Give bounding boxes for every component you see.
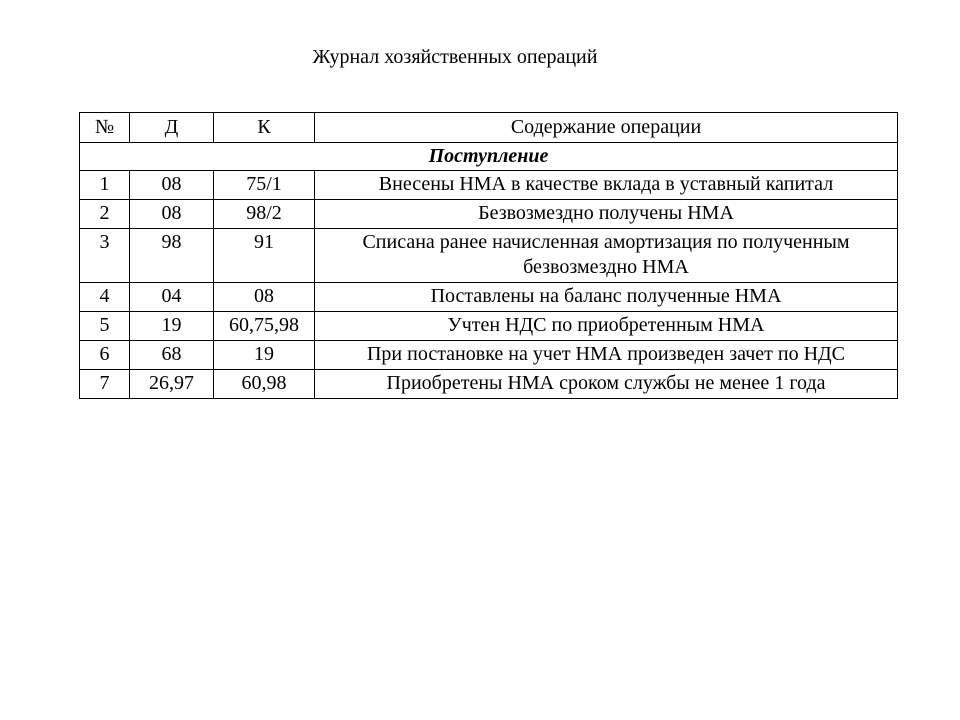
header-content: Содержание операции — [315, 113, 898, 143]
row-debit: 19 — [130, 312, 214, 341]
row-num: 7 — [80, 370, 130, 399]
row-debit: 68 — [130, 341, 214, 370]
row-content: При постановке на учет НМА произведен зачет по НДС — [315, 341, 898, 370]
header-row — [80, 113, 898, 143]
row-content: Приобретены НМА сроком службы не менее 1 года — [315, 370, 898, 399]
row-num: 6 — [80, 341, 130, 370]
row-debit: 08 — [130, 200, 214, 229]
operations-journal-table — [79, 112, 898, 399]
row-num: 1 — [80, 171, 130, 200]
table-row — [80, 229, 898, 283]
header-num: № — [80, 113, 130, 143]
row-debit: 08 — [130, 171, 214, 200]
row-credit: 98/2 — [214, 200, 315, 229]
row-num: 2 — [80, 200, 130, 229]
row-debit: 26,97 — [130, 370, 214, 399]
table-row — [80, 171, 898, 200]
row-num: 3 — [80, 229, 130, 283]
row-num: 5 — [80, 312, 130, 341]
table-row — [80, 370, 898, 399]
section-label: Поступление — [80, 143, 898, 171]
row-content: Внесены НМА в качестве вклада в уставный капитал — [315, 171, 898, 200]
row-content: Учтен НДС по приобретенным НМА — [315, 312, 898, 341]
row-credit: 60,75,98 — [214, 312, 315, 341]
table-row — [80, 341, 898, 370]
section-row — [80, 143, 898, 171]
table-row — [80, 283, 898, 312]
table-row — [80, 312, 898, 341]
row-credit: 60,98 — [214, 370, 315, 399]
row-credit: 08 — [214, 283, 315, 312]
table-row — [80, 200, 898, 229]
row-debit: 98 — [130, 229, 214, 283]
row-debit: 04 — [130, 283, 214, 312]
row-credit: 75/1 — [214, 171, 315, 200]
row-credit: 91 — [214, 229, 315, 283]
row-content: Поставлены на баланс полученные НМА — [315, 283, 898, 312]
row-credit: 19 — [214, 341, 315, 370]
row-content: Безвозмездно получены НМА — [315, 200, 898, 229]
row-num: 4 — [80, 283, 130, 312]
document-title: Журнал хозяйственных операций — [312, 46, 598, 68]
row-content: Списана ранее начисленная амортизация по полученным безвозмездно НМА — [315, 229, 898, 283]
header-debit: Д — [130, 113, 214, 143]
header-credit: К — [214, 113, 315, 143]
